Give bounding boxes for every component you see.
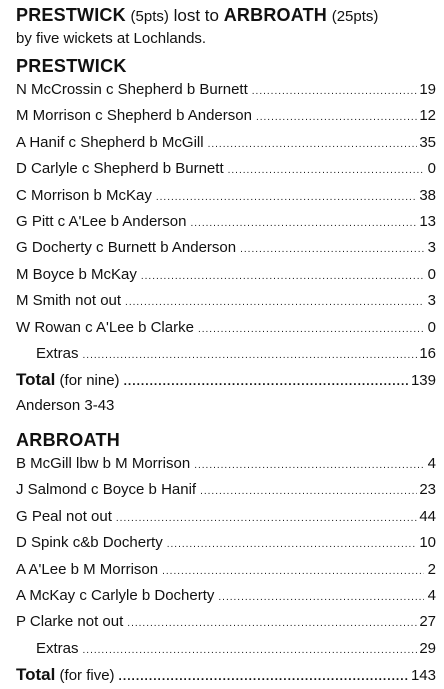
leader-dots (116, 507, 417, 531)
batting-row (16, 558, 436, 584)
leader-dots (127, 612, 417, 636)
total-text (16, 368, 120, 393)
leader-dots (162, 560, 424, 584)
batter-dismissal: G Peal not out (16, 507, 112, 525)
extras-value: 29 (419, 639, 436, 657)
leader-dots (83, 639, 418, 663)
team1-name: PRESTWICK (16, 5, 126, 25)
extras-value: 16 (419, 345, 436, 363)
batter-runs: 27 (419, 613, 436, 631)
batter-runs: 13 (419, 213, 436, 231)
batter-runs: 0 (427, 265, 436, 283)
batter-runs: 10 (419, 534, 436, 552)
leader-dots (200, 480, 417, 504)
batter-dismissal: G Docherty c Burnett b Anderson (16, 239, 237, 257)
leader-dots (240, 238, 424, 262)
leader-dots (125, 291, 424, 315)
batter-dismissal: P Clarke not out (16, 613, 124, 631)
total-row (16, 368, 436, 393)
batting-row (16, 104, 436, 130)
batter-runs: 3 (427, 292, 436, 310)
leader-dots (190, 212, 417, 236)
batter-dismissal: N McCrossin c Shepherd b Burnett (16, 81, 248, 98)
batter-runs: 38 (419, 186, 436, 204)
leader-dots (141, 265, 424, 289)
match-venue-line: by five wickets at Lochlands. (16, 30, 207, 47)
innings2-batting-list (16, 452, 436, 689)
batter-dismissal: D Spink c&b Docherty (16, 534, 163, 552)
result-text: lost to (173, 6, 219, 25)
leader-dots (218, 586, 424, 610)
batting-row (16, 78, 436, 104)
leader-dots (119, 664, 409, 688)
batting-row (16, 478, 436, 504)
innings1-batting-list (16, 78, 436, 394)
match-headline (16, 4, 436, 28)
batting-row (16, 157, 436, 183)
batter-dismissal: J Salmond c Boyce b Hanif (16, 481, 197, 499)
batting-row (16, 263, 436, 289)
batting-row (16, 131, 436, 157)
leader-dots (208, 133, 418, 157)
extras-label: Extras (36, 639, 79, 657)
total-detail: (for nine) (59, 372, 120, 390)
batting-row (16, 531, 436, 557)
batter-runs: 0 (427, 160, 436, 178)
leader-dots (256, 106, 417, 130)
leader-dots (124, 369, 409, 393)
total-row (16, 663, 436, 688)
total-value: 139 (410, 372, 436, 390)
total-label: Total (16, 665, 56, 685)
total-value: 143 (410, 667, 436, 685)
batter-runs: 12 (419, 107, 436, 125)
batter-runs: 4 (427, 586, 436, 604)
batter-dismissal: W Rowan c A'Lee b Clarke (16, 318, 194, 336)
leader-dots (252, 80, 418, 104)
batter-dismissal: A Hanif c Shepherd b McGill (16, 133, 204, 151)
batter-dismissal: D Carlyle c Shepherd b Burnett (16, 160, 224, 178)
team2-points: (25pts) (331, 8, 379, 25)
leader-dots (83, 344, 418, 368)
batter-dismissal: B McGill lbw b M Morrison (16, 454, 191, 472)
total-detail: (for five) (59, 667, 115, 685)
extras-row (16, 342, 436, 368)
team1-points: (5pts) (130, 8, 169, 25)
innings2-title: ARBROATH (16, 429, 121, 450)
batter-runs: 3 (427, 239, 436, 257)
batting-row (16, 316, 436, 342)
total-text (16, 663, 115, 688)
batter-dismissal: M Smith not out (16, 292, 122, 310)
bowling-note: Anderson 3-43 (16, 396, 115, 414)
leader-dots (167, 533, 418, 557)
batting-row (16, 184, 436, 210)
batting-row (16, 289, 436, 315)
batter-dismissal: C Morrison b McKay (16, 186, 152, 204)
batter-dismissal: G Pitt c A'Lee b Anderson (16, 213, 187, 231)
batter-runs: 44 (419, 507, 436, 525)
batter-runs: 2 (427, 560, 436, 578)
extras-row (16, 637, 436, 663)
batter-dismissal: M Morrison c Shepherd b Anderson (16, 107, 252, 125)
batting-row (16, 236, 436, 262)
leader-dots (228, 159, 424, 183)
batter-runs: 23 (419, 481, 436, 499)
leader-dots (156, 186, 417, 210)
batter-runs: 19 (419, 81, 436, 98)
leader-dots (198, 318, 424, 342)
extras-label: Extras (36, 345, 79, 363)
total-label: Total (16, 370, 56, 390)
team2-name: ARBROATH (223, 5, 327, 25)
batter-dismissal: A A'Lee b M Morrison (16, 560, 159, 578)
batter-dismissal: A McKay c Carlyle b Docherty (16, 586, 215, 604)
batting-row (16, 210, 436, 236)
batter-runs: 0 (427, 318, 436, 336)
batter-runs: 35 (419, 133, 436, 151)
batter-dismissal: M Boyce b McKay (16, 265, 137, 283)
leader-dots (194, 454, 424, 478)
batter-runs: 4 (427, 454, 436, 472)
batting-row (16, 584, 436, 610)
batting-row (16, 452, 436, 478)
batting-row (16, 610, 436, 636)
batting-row (16, 505, 436, 531)
innings1-title: PRESTWICK (16, 56, 127, 76)
